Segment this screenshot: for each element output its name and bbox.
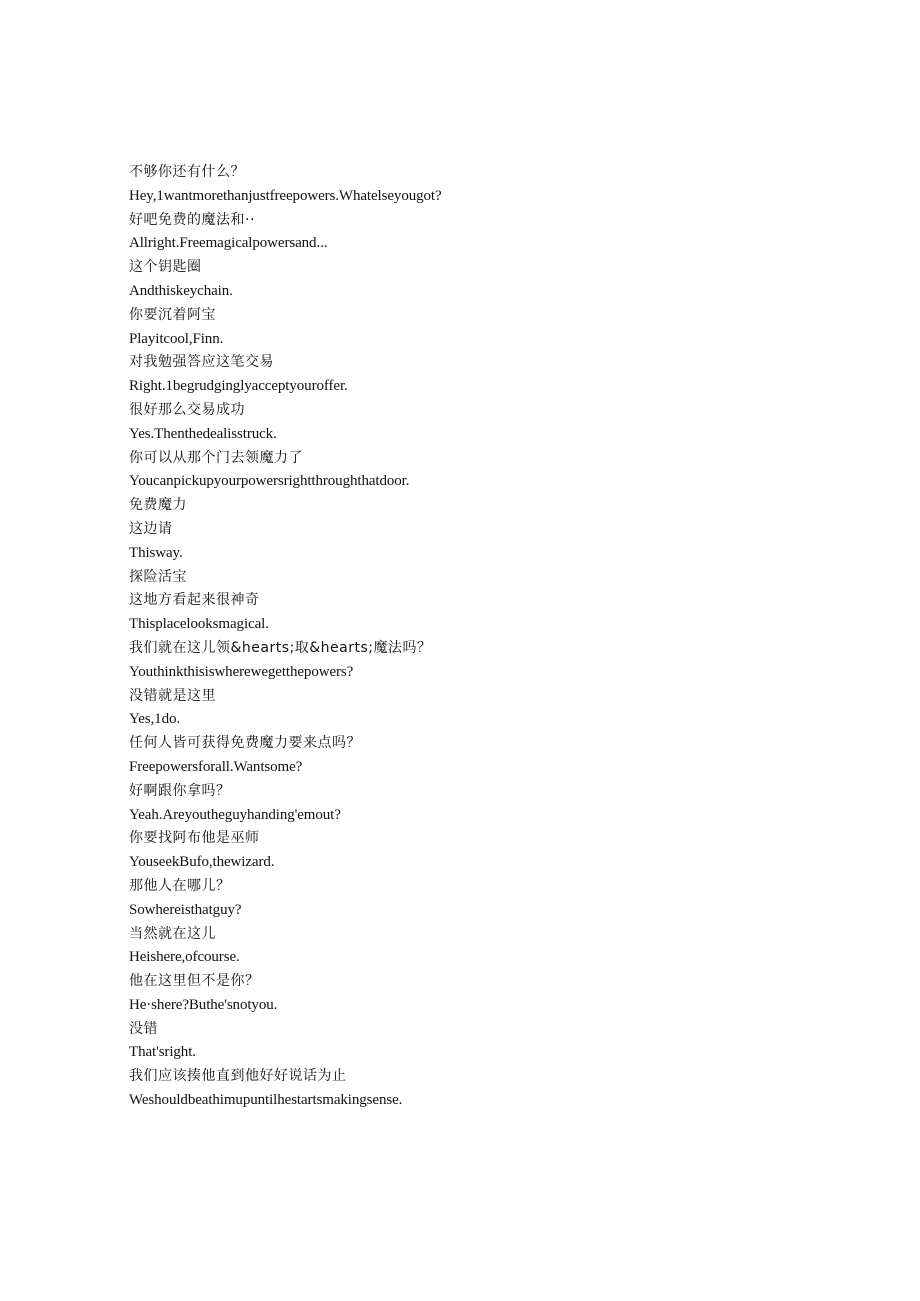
transcript-line: Freepowersforall.Wantsome?: [129, 758, 303, 775]
transcript-line: 我们应该揍他直到他好好说话为止: [129, 1068, 347, 1085]
transcript-line: Youthinkthisiswherewegetthepowers?: [129, 663, 354, 680]
transcript-line: YouseekBufo,thewizard.: [129, 854, 275, 871]
transcript-line: 对我勉强答应这笔交易: [129, 354, 274, 371]
transcript-line: That'sright.: [129, 1044, 196, 1061]
transcript-line: 很好那么交易成功: [129, 401, 245, 418]
transcript-line: 你要沉着阿宝: [129, 306, 216, 323]
transcript-line: Thisplacelooksmagical.: [129, 616, 269, 633]
transcript-line: 没错: [129, 1020, 158, 1037]
transcript-line: Weshouldbeathimupuntilhestartsmakingsense.: [129, 1092, 403, 1109]
transcript-line: Yes.Thenthedealisstruck.: [129, 425, 277, 442]
transcript-line: Playitcool,Finn.: [129, 330, 224, 347]
transcript-line: Yes,1do.: [129, 711, 181, 728]
transcript-line: Heishere,ofcourse.: [129, 949, 240, 966]
transcript-line: 好吧免费的魔法和··: [129, 211, 255, 228]
transcript-line: 你要找阿布他是巫师: [129, 830, 260, 847]
transcript-line: Yeah.Areyoutheguyhanding'emout?: [129, 806, 341, 823]
transcript-line: 那他人在哪儿？: [129, 877, 231, 894]
transcript-line: 这边请: [129, 520, 173, 537]
transcript-line: Sowhereisthatguy?: [129, 901, 242, 918]
transcript-line: Hey,1wantmorethanjustfreepowers.Whatelseyougot?: [129, 187, 442, 204]
transcript-line: 探险活宝: [129, 568, 187, 585]
transcript-line: 当然就在这儿: [129, 925, 216, 942]
transcript-line: 他在这里但不是你？: [129, 973, 260, 990]
transcript-line: 任何人皆可获得免费魔力要来点吗？: [129, 735, 361, 752]
transcript-line: He·shere?Buthe'snotyou.: [129, 996, 278, 1013]
transcript-line: 这个钥匙圈: [129, 259, 202, 276]
transcript-line: Youcanpickupyourpowersrightthroughthatdoor.: [129, 473, 410, 490]
transcript-line: Andthiskeychain.: [129, 282, 233, 299]
transcript-line: Right.1begrudginglyacceptyouroffer.: [129, 378, 348, 395]
transcript-line: 没错就是这里: [129, 687, 216, 704]
transcript-line: 你可以从那个门去领魔力了: [129, 449, 303, 466]
transcript-line: 这地方看起来很神奇: [129, 592, 260, 609]
subtitle-transcript: [129, 161, 889, 1113]
transcript-line: 免费魔力: [129, 497, 187, 514]
transcript-line: Thisway.: [129, 544, 183, 561]
transcript-line: 不够你还有什么？: [129, 164, 245, 180]
transcript-line: 我们就在这儿领&hearts;取&hearts;魔法吗？: [129, 639, 432, 656]
transcript-line: Allright.Freemagicalpowersand...: [129, 235, 328, 252]
transcript-line: 好啊跟你拿吗？: [129, 782, 231, 799]
